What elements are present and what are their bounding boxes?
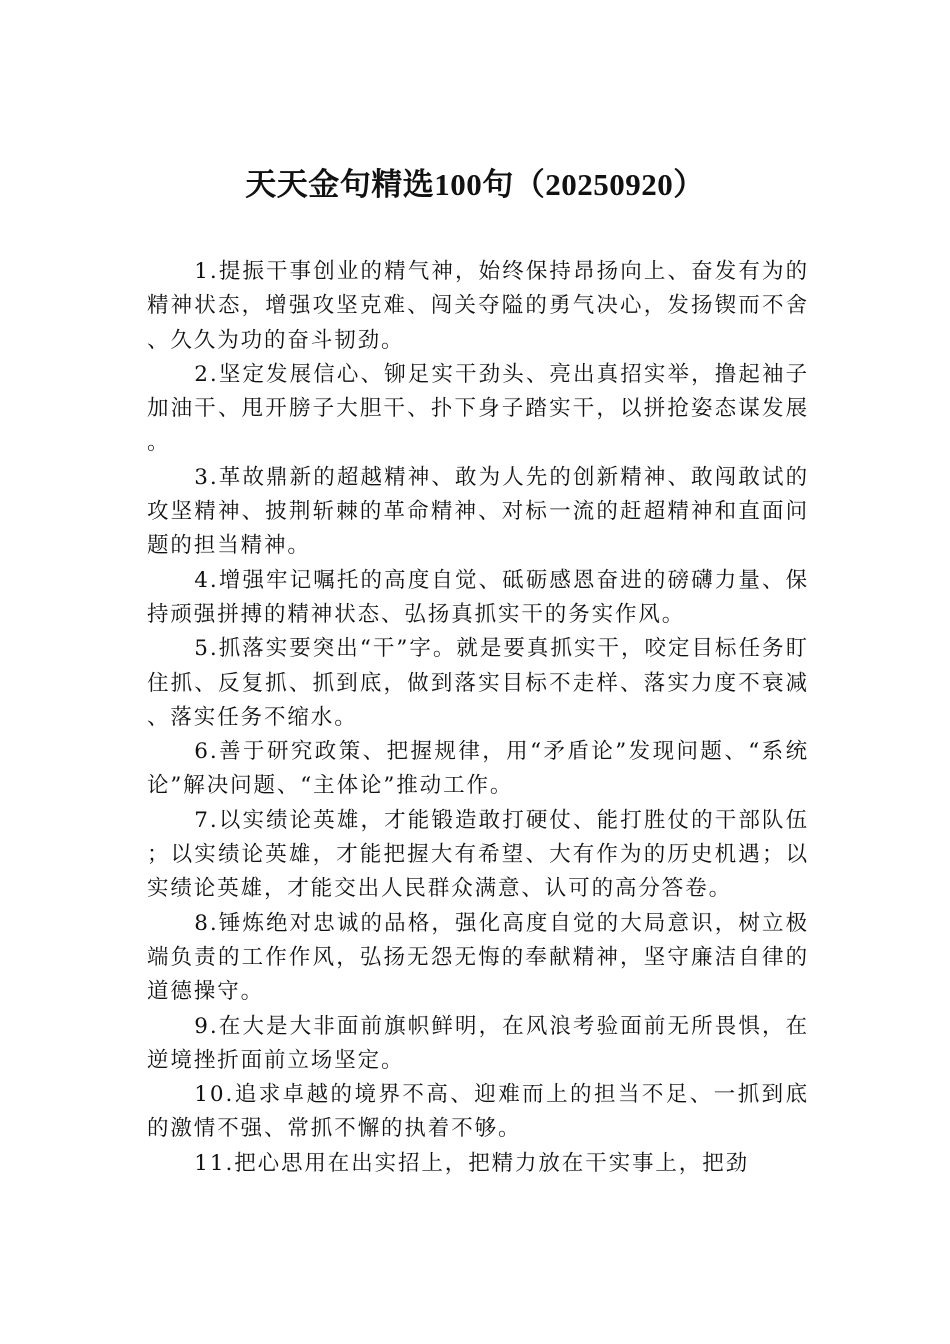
paragraph-7: 7.以实绩论英雄，才能锻造敢打硬仗、能打胜仗的干部队伍；以实绩论英雄，才能把握大有希望、大有作为的历史机遇；以实绩论英雄，才能交出人民群众满意、认可的高分答卷。 [147,807,809,902]
paragraph-8: 8.锤炼绝对忠诚的品格，强化高度自觉的大局意识，树立极端负责的工作作风，弘扬无怨无悔的奉献精神，坚守廉洁自律的道德操守。 [147,910,809,1005]
paragraph-4: 4.增强牢记嘱托的高度自觉、砥砺感恩奋进的磅礴力量、保持顽强拼搏的精神状态、弘扬真抓实干的务实作风。 [147,567,809,627]
paragraph-11: 11.把心思用在出实招上，把精力放在干实事上，把劲 [194,1150,749,1176]
paragraph-5: 5.抓落实要突出“干”字。就是要真抓实干，咬定目标任务盯住抓、反复抓、抓到底，做到落实目标不走样、落实力度不衰减、落实任务不缩水。 [147,636,809,730]
document-body [147,255,809,1181]
paragraph-10: 10.追求卓越的境界不高、迎难而上的担当不足、一抓到底的激情不强、常抓不懈的执着不够。 [147,1082,809,1142]
paragraph-9: 9.在大是大非面前旗帜鲜明，在风浪考验面前无所畏惧，在逆境挫折面前立场坚定。 [147,1013,809,1073]
paragraph-2: 2.坚定发展信心、铆足实干劲头、亮出真招实举，撸起袖子加油干、甩开膀子大胆干、扑下身子踏实干，以拼抢姿态谋发展。 [147,361,809,456]
paragraph-3: 3.革故鼎新的超越精神、敢为人先的创新精神、敢闯敢试的攻坚精神、披荆斩棘的革命精神、对标一流的赶超精神和直面问题的担当精神。 [147,464,809,559]
paragraph-6: 6.善于研究政策、把握规律，用“矛盾论”发现问题、“系统论”解决问题、“主体论”推动工作。 [147,739,809,799]
paragraph-1: 1.提振干事创业的精气神，始终保持昂扬向上、奋发有为的精神状态，增强攻坚克难、闯关夺隘的勇气决心，发扬锲而不舍、久久为功的奋斗韧劲。 [147,259,809,353]
document-title: 天天金句精选100句（20250920） [245,167,705,202]
